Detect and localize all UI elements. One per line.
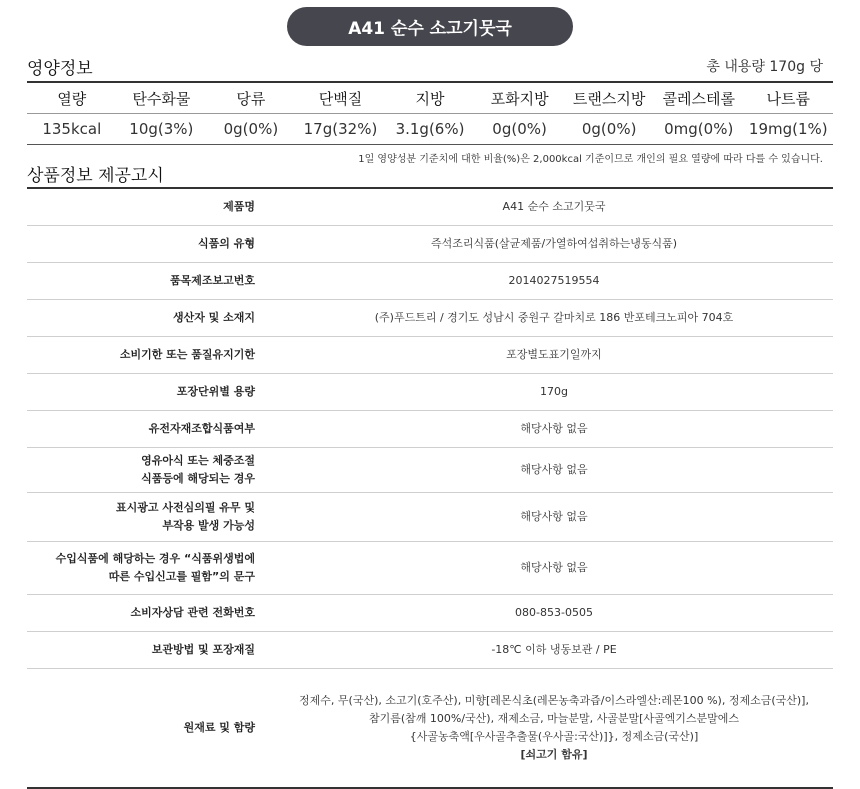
info-value xyxy=(255,337,833,373)
info-label xyxy=(27,374,255,410)
info-value-line: A41 순수 소고기뭇국 xyxy=(502,200,606,213)
info-row xyxy=(27,669,833,789)
info-value xyxy=(255,189,833,225)
nutrition-value-cell: 10g(3%) xyxy=(129,120,194,138)
info-label-line: 제품명 xyxy=(223,200,255,213)
info-row xyxy=(27,632,833,669)
info-value-line: 포장별도표기일까지 xyxy=(506,348,602,361)
info-label xyxy=(27,226,255,262)
info-value-line: 해당사항 없음 xyxy=(520,463,588,476)
info-label-line: 영유아식 또는 체중조절 xyxy=(141,454,255,467)
info-label xyxy=(27,411,255,447)
info-row xyxy=(27,448,833,493)
info-value-line: {사골농축액[우사골추출물(우사골:국산)]}, 정제소금(국산)] xyxy=(409,730,699,743)
nutrition-value-cell: 0g(0%) xyxy=(223,120,279,138)
info-row xyxy=(27,337,833,374)
info-row xyxy=(27,542,833,595)
info-value-line: 170g xyxy=(540,385,568,398)
info-label-line: 품목제조보고번호 xyxy=(169,274,255,287)
info-value-line: 정제수, 무(국산), 소고기(호주산), 미향[레몬식초(레몬농축과즙/이스라엘산:레몬100 %), 정제소금(국산)], xyxy=(299,694,809,707)
info-label xyxy=(27,300,255,336)
nutrition-header-cell: 탄수화물 xyxy=(132,89,191,108)
info-label xyxy=(27,263,255,299)
product-title: A41 순수 소고기뭇국 xyxy=(348,19,512,39)
info-value-line: 해당사항 없음 xyxy=(520,422,588,435)
info-row xyxy=(27,300,833,337)
info-row xyxy=(27,374,833,411)
info-value-line: [쇠고기 함유] xyxy=(520,748,588,761)
info-label-line: 식품등에 해당되는 경우 xyxy=(141,472,255,485)
nutrition-header-row xyxy=(27,83,833,114)
info-label-line: 수입식품에 해당하는 경우 “식품위생법에 xyxy=(55,552,255,565)
info-value-line: 2014027519554 xyxy=(508,274,600,287)
info-label-line: 생산자 및 소재지 xyxy=(172,311,255,324)
nutrition-header-cell: 단백질 xyxy=(318,89,363,108)
info-value-line: 참기름(참깨 100%/국산), 재제소금, 마늘분말, 사골분말[사골엑기스분말에스 xyxy=(368,712,740,725)
nutrition-value-cell: 0g(0%) xyxy=(581,120,637,138)
info-value xyxy=(255,493,833,541)
info-label xyxy=(27,632,255,668)
nutrition-value-cell: 0mg(0%) xyxy=(664,120,734,138)
info-label-line: 표시광고 사전심의필 유무 및 xyxy=(116,501,255,514)
info-label xyxy=(27,542,255,594)
info-value xyxy=(255,595,833,631)
info-row xyxy=(27,493,833,542)
product-info-table xyxy=(27,187,833,789)
info-value xyxy=(255,632,833,668)
info-value-line: 해당사항 없음 xyxy=(520,510,588,523)
info-value-line: 080-853-0505 xyxy=(515,606,593,619)
info-row xyxy=(27,595,833,632)
nutrition-value-row xyxy=(27,114,833,144)
info-value xyxy=(255,263,833,299)
info-row xyxy=(27,189,833,226)
nutrition-header-cell: 콜레스테롤 xyxy=(662,89,735,108)
info-row xyxy=(27,263,833,300)
info-label-line: 소비자상담 관련 전화번호 xyxy=(130,606,255,619)
nutrition-value-cell: 19mg(1%) xyxy=(748,120,828,138)
nutrition-value-cell: 3.1g(6%) xyxy=(395,120,465,138)
nutrition-table xyxy=(27,81,833,145)
nutrition-header-cell: 지방 xyxy=(415,89,445,108)
nutrition-header-cell: 당류 xyxy=(236,89,266,108)
info-value xyxy=(255,669,833,787)
nutrition-header-cell: 나트륨 xyxy=(766,89,811,108)
nutrition-value-cell: 17g(32%) xyxy=(303,120,378,138)
nutrition-value-cell: 135kcal xyxy=(42,120,102,138)
info-label-line: 소비기한 또는 품질유지기한 xyxy=(119,348,255,361)
info-label-line: 보관방법 및 포장재질 xyxy=(151,643,255,656)
info-value-line: 해당사항 없음 xyxy=(520,561,588,574)
info-value xyxy=(255,411,833,447)
info-value xyxy=(255,542,833,594)
info-label xyxy=(27,493,255,541)
info-label-line: 원재료 및 함량 xyxy=(183,721,255,734)
product-info-section-title: 상품정보 제공고시 xyxy=(27,166,164,186)
info-value xyxy=(255,300,833,336)
info-value xyxy=(255,448,833,492)
info-label xyxy=(27,595,255,631)
info-label-line: 따른 수입신고를 필함”의 문구 xyxy=(108,570,255,583)
nutrition-header-cell: 포화지방 xyxy=(490,89,549,108)
info-row xyxy=(27,226,833,263)
info-label xyxy=(27,448,255,492)
info-label-line: 포장단위별 용량 xyxy=(176,385,255,398)
nutrition-section-title: 영양정보 xyxy=(27,59,93,79)
info-label xyxy=(27,337,255,373)
info-value-line: (주)푸드트리 / 경기도 성남시 중원구 갈마치로 186 반포테크노피아 704호 xyxy=(374,311,734,324)
nutrition-header-cell: 트랜스지방 xyxy=(572,89,646,108)
info-label-line: 부작용 발생 가능성 xyxy=(162,519,255,532)
nutrition-header-cell: 열량 xyxy=(57,89,87,108)
info-value-line: 즉석조리식품(살균제품/가열하여섭취하는냉동식품) xyxy=(430,237,678,250)
info-value xyxy=(255,374,833,410)
info-label-line: 식품의 유형 xyxy=(198,237,255,250)
info-label xyxy=(27,669,255,787)
nutrition-value-cell: 0g(0%) xyxy=(492,120,547,138)
nutrition-footnote: 1일 영양성분 기준치에 대한 비율(%)은 2,000kcal 기준이므로 개인의 필요 열량에 따라 다를 수 있습니다. xyxy=(358,154,823,165)
product-title-banner xyxy=(287,7,573,46)
info-label-line: 유전자재조합식품여부 xyxy=(148,422,255,435)
serving-size: 총 내용량 170g 당 xyxy=(706,59,823,75)
info-value xyxy=(255,226,833,262)
info-row xyxy=(27,411,833,448)
info-label xyxy=(27,189,255,225)
info-value-line: -18℃ 이하 냉동보관 / PE xyxy=(491,643,617,656)
